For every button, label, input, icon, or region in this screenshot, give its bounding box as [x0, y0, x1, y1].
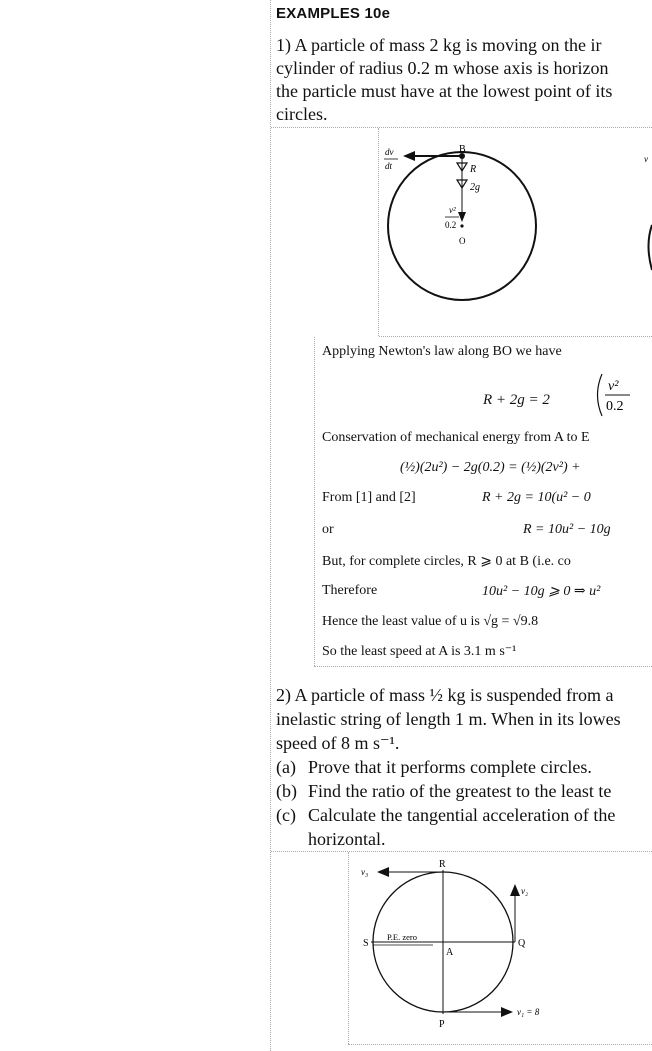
- equation-2: (½)(2u²) − 2g(0.2) = (½)(2v²) +: [400, 460, 581, 475]
- from-1-2-label: From [1] and [2]: [322, 490, 416, 505]
- equation-1-fraction: [594, 372, 634, 418]
- or-label: or: [322, 522, 334, 537]
- label-v-right: v: [644, 154, 648, 164]
- label-pe-zero: P.E. zero: [387, 932, 417, 942]
- paren-left: [598, 374, 603, 416]
- part-b-label: (b): [276, 781, 297, 801]
- label-b: B: [459, 144, 466, 155]
- diagram1-bottom-rule: [379, 336, 652, 337]
- centripetal-arrow-head: [458, 212, 466, 222]
- v2-arrow-head: [510, 884, 520, 896]
- tangent-arrow-head: [403, 151, 415, 161]
- therefore-equation: 10u² − 10g ⩾ 0 ⇒ u²: [482, 584, 601, 599]
- second-circle-edge: [649, 225, 652, 270]
- part-b-text: Find the ratio of the greatest to the least te: [308, 781, 612, 801]
- example2-line-1: 2) A particle of mass ½ kg is suspended from a: [276, 685, 614, 705]
- example2-line-3: speed of 8 m s⁻¹.: [276, 733, 400, 753]
- newton-intro: Applying Newton's law along BO we have: [322, 344, 562, 359]
- so-line: So the least speed at A is 3.1 m s⁻¹: [322, 644, 517, 659]
- example2-text-divider: [271, 851, 652, 852]
- eq1-numerator: v²: [608, 379, 619, 394]
- label-r-top: R: [439, 859, 446, 870]
- label-dv: dv: [385, 147, 394, 157]
- label-v3: v₃: [361, 867, 369, 877]
- label-v1: v₁ = 8: [517, 1007, 540, 1017]
- energy-intro: Conservation of mechanical energy from A to E: [322, 430, 590, 445]
- from-1-2-equation: R + 2g = 10(u² − 0: [482, 490, 591, 505]
- label-dt: dt: [385, 161, 393, 171]
- hence-line: Hence the least value of u is √g = √9.8: [322, 614, 539, 629]
- label-point2: 0.2: [445, 220, 457, 230]
- example2-line-2: inelastic string of length 1 m. When in its lowes: [276, 709, 621, 729]
- v3-arrow-head: [377, 867, 389, 877]
- part-a-text: Prove that it performs complete circles.: [308, 757, 592, 777]
- or-equation: R = 10u² − 10g: [523, 522, 611, 537]
- part-c-text: Calculate the tangential acceleration of the: [308, 805, 616, 825]
- centre-o-dot: [460, 224, 463, 227]
- label-o: O: [459, 236, 466, 246]
- v1-arrow-head: [501, 1007, 513, 1017]
- circle-diagram-2: [349, 856, 589, 1036]
- label-r: R: [470, 164, 477, 175]
- part-c-label: (c): [276, 805, 296, 825]
- example1-line-2: cylinder of radius 0.2 m whose axis is horizon: [276, 58, 609, 78]
- example1-text-divider: [271, 127, 652, 128]
- equation-1-left: R + 2g = 2: [483, 392, 550, 408]
- label-a: A: [446, 947, 454, 958]
- but-line: But, for complete circles, R ⩾ 0 at B (i.e. co: [322, 554, 571, 569]
- part-c-continuation: horizontal.: [308, 829, 386, 849]
- label-s: S: [363, 938, 369, 949]
- label-2g: 2g: [470, 182, 480, 193]
- eq1-denominator: 0.2: [606, 399, 624, 414]
- label-p: P: [439, 1019, 445, 1030]
- part-a-label: (a): [276, 757, 296, 777]
- label-q: Q: [518, 938, 526, 949]
- example1-line-1: 1) A particle of mass 2 kg is moving on the ir: [276, 35, 602, 55]
- label-v2: v²: [449, 205, 456, 215]
- example1-line-3: the particle must have at the lowest point of its: [276, 81, 613, 101]
- label-v2: v₂: [521, 886, 529, 896]
- working-box-left-rule: [314, 337, 316, 666]
- working-box-bottom-rule: [314, 666, 652, 667]
- example1-line-4: circles.: [276, 104, 328, 124]
- diagram2-bottom-rule: [348, 1044, 652, 1045]
- section-heading: EXAMPLES 10e: [276, 5, 391, 22]
- circle-diagram-1: [379, 140, 652, 330]
- page-left-rule: [270, 0, 272, 1051]
- therefore-label: Therefore: [322, 583, 378, 598]
